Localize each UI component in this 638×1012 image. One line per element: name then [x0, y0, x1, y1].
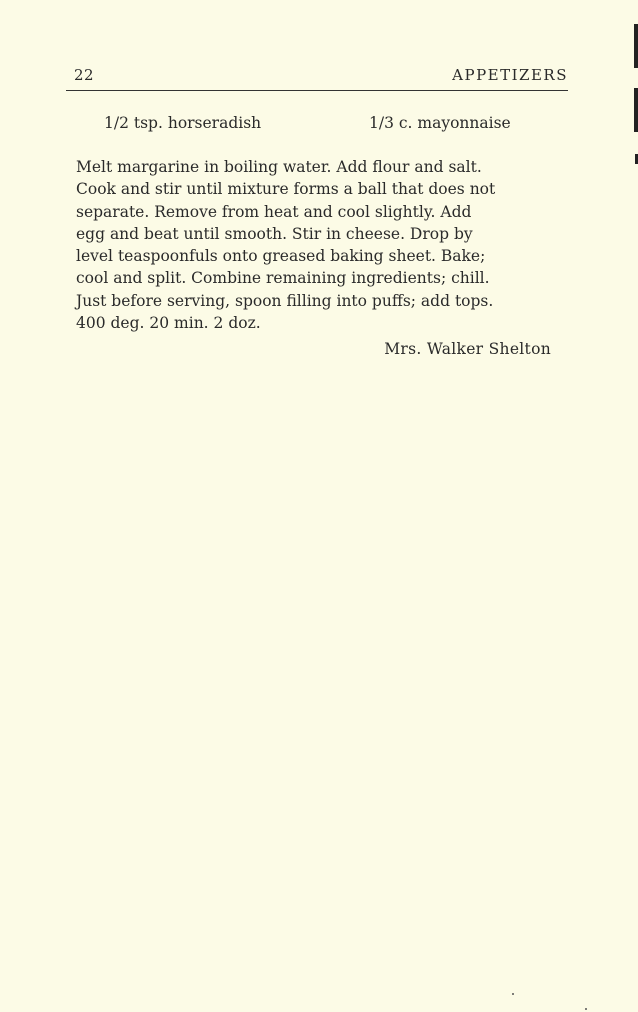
section-title: APPETIZERS [452, 66, 568, 84]
instruction-line: Just before serving, spoon filling into puffs; add tops. [76, 291, 494, 310]
instruction-line: cool and split. Combine remaining ingredients; chill. [76, 269, 490, 288]
ingredient-horseradish: 1/2 tsp. horseradish [104, 114, 262, 132]
instruction-line: Melt margarine in boiling water. Add flour and salt. [76, 158, 482, 176]
instruction-line: 400 deg. 20 min. 2 doz. [76, 314, 261, 333]
page-header [66, 66, 568, 91]
instruction-line: separate. Remove from heat and cool slightly. Add [76, 202, 472, 221]
scan-speck [585, 1008, 587, 1010]
page-number: 22 [74, 66, 95, 84]
scan-edge-mark [634, 24, 638, 68]
recipe-instructions [76, 156, 554, 334]
instruction-line: egg and beat until smooth. Stir in cheese. Drop by [76, 224, 473, 243]
ingredient-mayonnaise: 1/3 c. mayonnaise [369, 114, 511, 132]
instruction-line: level teaspoonfuls onto greased baking sheet. Bake; [76, 247, 486, 266]
scan-edge-mark [634, 88, 638, 132]
recipe-attribution: Mrs. Walker Shelton [384, 340, 551, 358]
instruction-line: Cook and stir until mixture forms a ball that does not [76, 180, 496, 199]
ingredient-row [104, 114, 544, 136]
scan-speck [512, 993, 514, 995]
